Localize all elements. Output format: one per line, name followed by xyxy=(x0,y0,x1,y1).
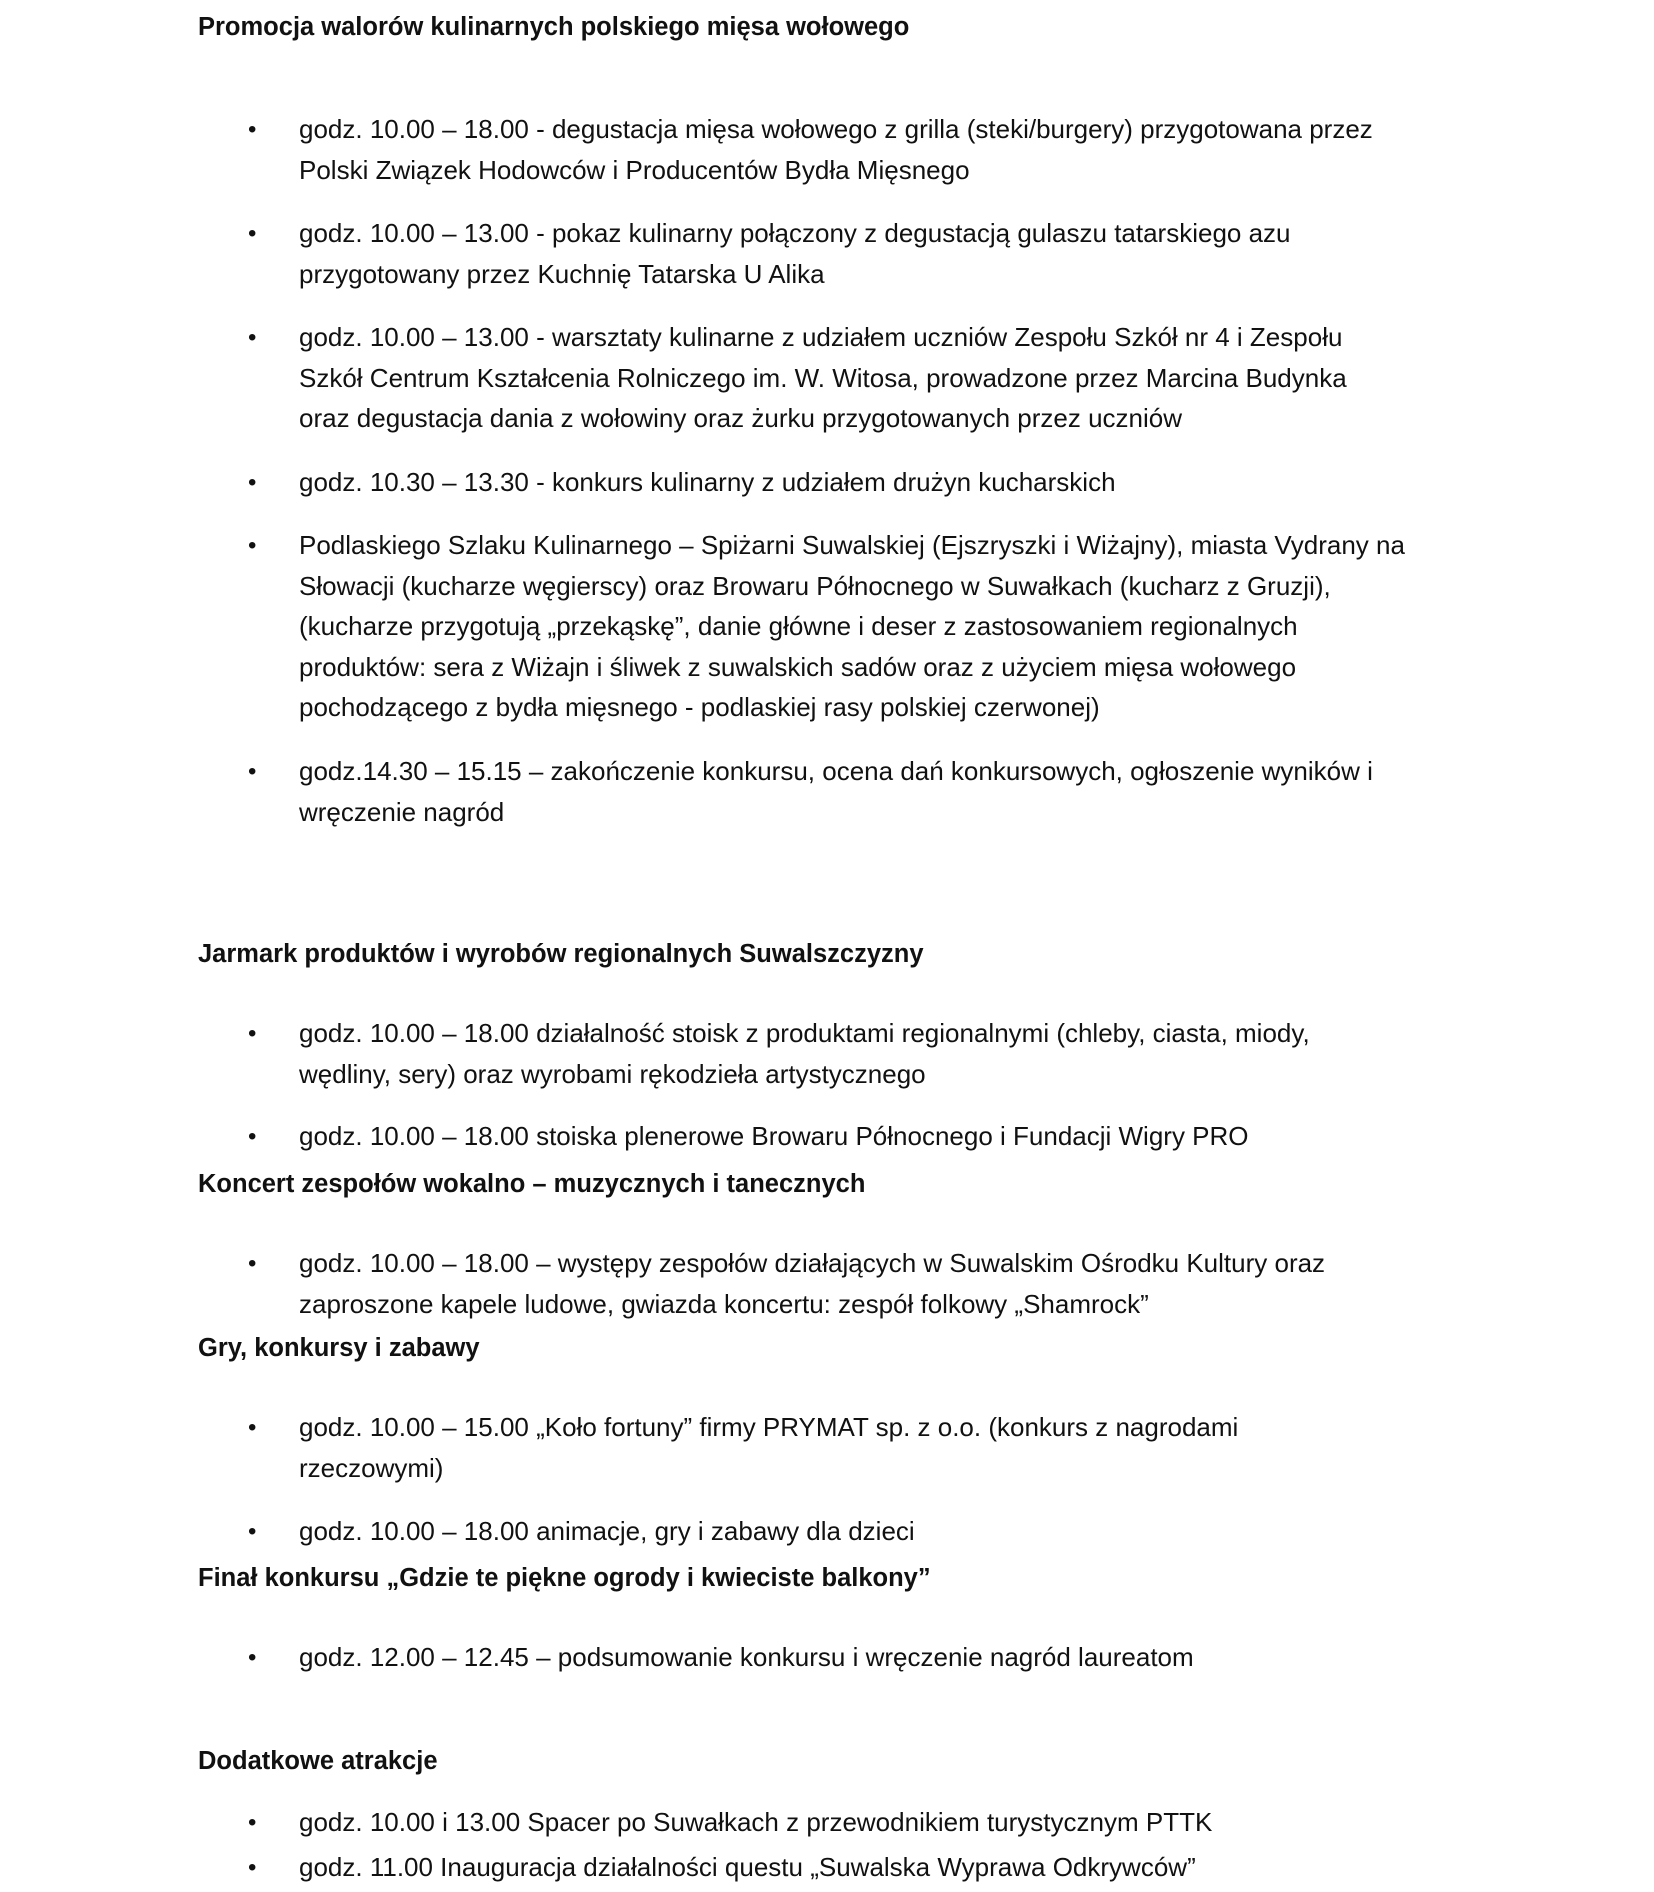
list-item: godz. 10.00 – 18.00 animacje, gry i zabawy dla dzieci xyxy=(299,1516,915,1546)
bullet-icon: • xyxy=(248,1809,257,1836)
bullet-icon: • xyxy=(248,1123,257,1150)
list-item: godz. 10.00 – 18.00 działalność stoisk z produktami regionalnymi (chleby, ciasta, miody, wędliny, sery) oraz wyrobami rękodzieła artystycznego xyxy=(299,1018,1310,1089)
bullet-icon: • xyxy=(248,324,257,351)
list-item: godz. 10.00 – 18.00 – występy zespołów działających w Suwalskim Ośrodku Kultury oraz zaproszone kapele ludowe, gwiazda koncertu: zespół folkowy „Shamrock” xyxy=(299,1248,1326,1319)
bullet-icon: • xyxy=(248,1250,257,1277)
list-item: godz. 10.00 i 13.00 Spacer po Suwałkach z przewodnikiem turystycznym PTTK xyxy=(299,1807,1213,1837)
list-item: godz. 10.00 – 18.00 - degustacja mięsa wołowego z grilla (steki/burgery) przygotowana przez Polski Związek Hodowców i Producentów Bydła Mięsnego xyxy=(299,114,1373,185)
list-item: Podlaskiego Szlaku Kulinarnego – Spiżarni Suwalskiej (Ejszryszki i Wiżajny), miasta Vydrany na Słowacji (kucharze węgierscy) oraz Browaru Północnego w Suwałkach (kucharz z Gruzji), (kucharze przygotują „przekąskę”, danie główne i deser z zastosowaniem regionalnych produktów: sera z Wiżajn i śliwek z suwalskich sadów oraz z użyciem mięsa wołowego pochodzącego z bydła mięsnego - podlaskiej rasy polskiej czerwonej) xyxy=(299,530,1405,722)
list-item: godz. 11.00 Inauguracja działalności questu „Suwalska Wyprawa Odkrywców” xyxy=(299,1852,1196,1882)
list-item: godz.14.30 – 15.15 – zakończenie konkursu, ocena dań konkursowych, ogłoszenie wyników i wręczenie nagród xyxy=(299,756,1373,827)
list-item: godz. 10.30 – 13.30 - konkurs kulinarny z udziałem drużyn kucharskich xyxy=(299,467,1116,497)
section-heading: Gry, konkursy i zabawy xyxy=(198,1334,480,1362)
bullet-icon: • xyxy=(248,1518,257,1545)
section-heading: Jarmark produktów i wyrobów regionalnych Suwalszczyzny xyxy=(198,940,924,968)
bullet-icon: • xyxy=(248,1644,257,1671)
bullet-icon: • xyxy=(248,220,257,247)
list-item: godz. 10.00 – 15.00 „Koło fortuny” firmy PRYMAT sp. z o.o. (konkurs z nagrodami rzeczowymi) xyxy=(299,1412,1239,1483)
section-heading: Finał konkursu „Gdzie te piękne ogrody i kwieciste balkony” xyxy=(198,1564,931,1592)
list-item: godz. 10.00 – 13.00 - pokaz kulinarny połączony z degustacją gulaszu tatarskiego azu przygotowany przez Kuchnię Tatarska U Alika xyxy=(299,218,1291,289)
section-heading: Dodatkowe atrakcje xyxy=(198,1747,438,1775)
bullet-icon: • xyxy=(248,1020,257,1047)
section-heading: Promocja walorów kulinarnych polskiego mięsa wołowego xyxy=(198,13,910,41)
bullet-icon: • xyxy=(248,758,257,785)
bullet-icon: • xyxy=(248,532,257,559)
section-heading: Koncert zespołów wokalno – muzycznych i tanecznych xyxy=(198,1170,866,1198)
list-item: godz. 12.00 – 12.45 – podsumowanie konkursu i wręczenie nagród laureatom xyxy=(299,1642,1194,1672)
list-item: godz. 10.00 – 18.00 stoiska plenerowe Browaru Północnego i Fundacji Wigry PRO xyxy=(299,1121,1249,1151)
bullet-icon: • xyxy=(248,469,257,496)
bullet-icon: • xyxy=(248,1854,257,1881)
bullet-icon: • xyxy=(248,1414,257,1441)
list-item: godz. 10.00 – 13.00 - warsztaty kulinarne z udziałem uczniów Zespołu Szkół nr 4 i Zespołu Szkół Centrum Kształcenia Rolniczego im. W. Witosa, prowadzone przez Marcina Budynka oraz degustacja dania z wołowiny oraz żurku przygotowanych przez uczniów xyxy=(299,322,1347,433)
bullet-icon: • xyxy=(248,116,257,143)
